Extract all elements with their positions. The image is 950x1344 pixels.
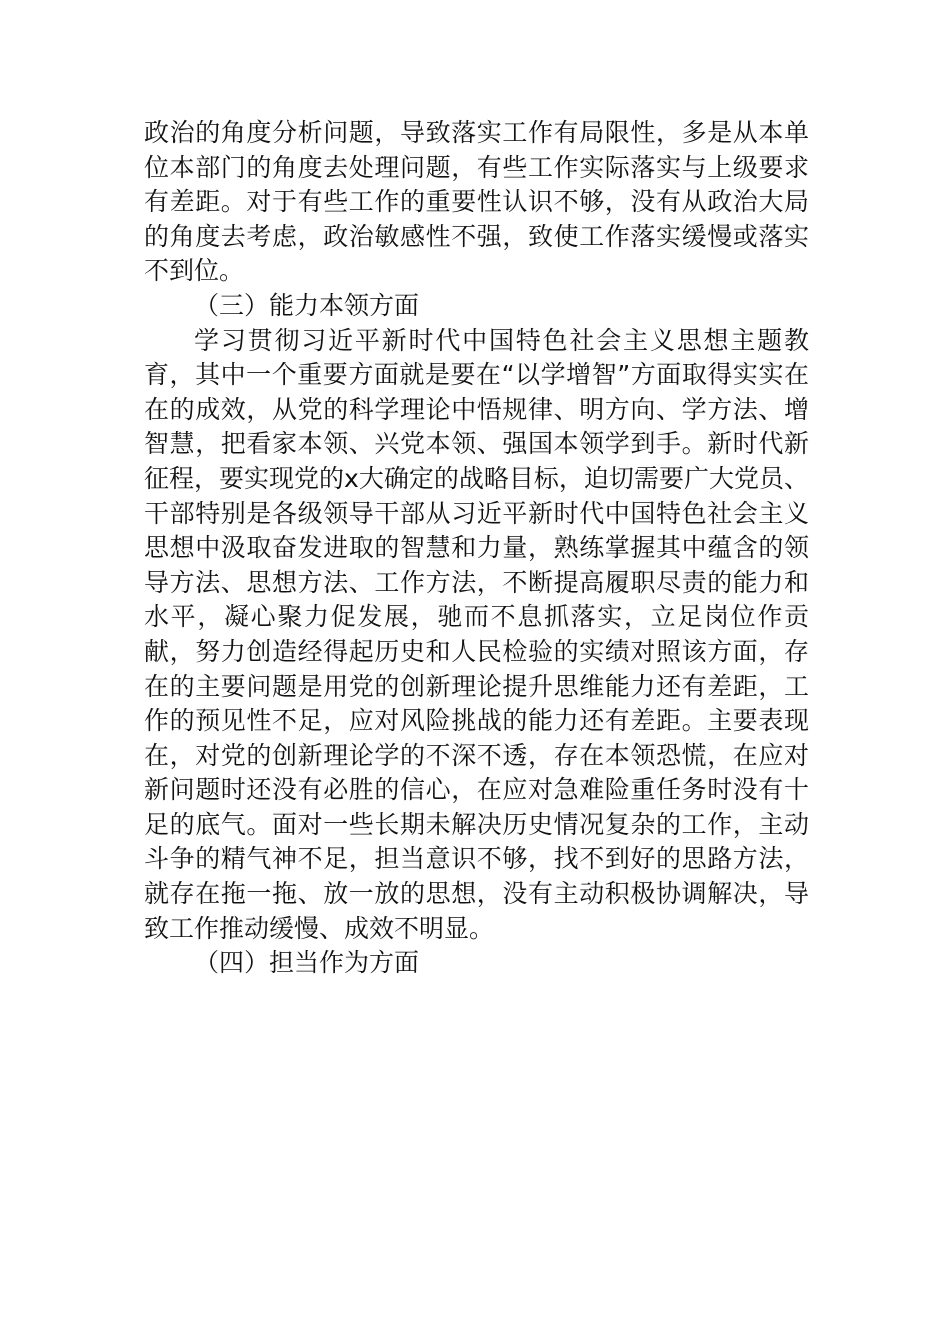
paragraph-political-angle: 政治的角度分析问题，导致落实工作有局限性，多是从本单位本部门的角度去处理问题，有些工作实际落实与上级要求有差距。对于有些工作的重要性认识不够，没有从政治大局的角度去考虑，政治敏感性不强，致使工作落实缓慢或落实不到位。 <box>144 118 809 286</box>
section-heading-ability: （三）能力本领方面 <box>194 290 420 320</box>
paragraph-ability-study: 学习贯彻习近平新时代中国特色社会主义思想主题教育，其中一个重要方面就是要在“以学增智”方面取得实实在在的成效，从党的科学理论中悟规律、明方向、学方法、增智慧，把看家本领、兴党本领、强国本领学到手。新时代新征程，要实现党的x大确定的战略目标，迫切需要广大党员、干部特别是各级领导干部从习近平新时代中国特色社会主义思想中汲取奋发进取的智慧和力量，熟练掌握其中蕴含的领导方法、思想方法、工作方法，不断提高履职尽责的能力和水平，凝心聚力促发展，驰而不息抓落实，立足岗位作贡献，努力创造经得起历史和人民检验的实绩对照该方面，存在的主要问题是用党的创新理论提升思维能力还有差距，工作的预见性不足，应对风险挑战的能力还有差距。主要表现在，对党的创新理论学的不深不透，存在本领恐慌，在应对新问题时还没有必胜的信心，在应对急难险重任务时没有十足的底气。面对一些长期未解决历史情况复杂的工作，主动斗争的精气神不足，担当意识不够，找不到好的思路方法，就存在拖一拖、放一放的思想，没有主动积极协调解决，导致工作推动缓慢、成效不明显。 <box>144 325 809 943</box>
document-body <box>144 116 809 981</box>
section-heading-responsibility: （四）担当作为方面 <box>194 948 420 978</box>
